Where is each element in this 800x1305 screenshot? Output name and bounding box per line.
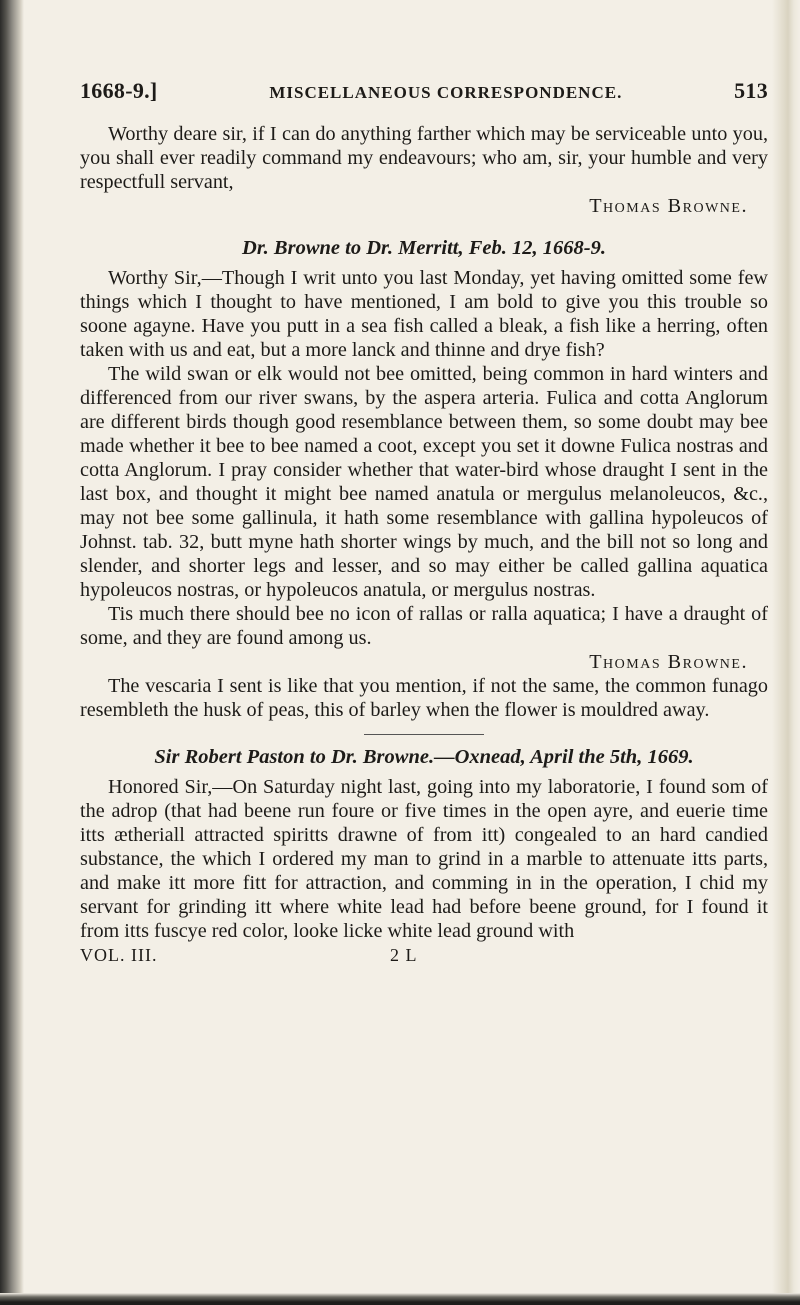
letter-3-paragraph: Honored Sir,—On Saturday night last, going into my laboratorie, I found som of the adrop (that had beene run foure or five times in the open ayre, and euerie time itts ætheriall attracted spiritts drawne of from itt) congealed to an hard candied substance, the which I ordered my man to grind in a marble to attenuate itts parts, and make itt more fitt for attraction, and comming in in the operation, I chid my servant for grinding itt where white lead had before beene ground, for I found it from itts fuscye red color, looke licke white lead ground with <box>80 776 768 942</box>
header-date: 1668-9.] <box>80 78 158 103</box>
letter-2-paragraph-1: Worthy Sir,—Though I writ unto you last Monday, yet having omitted some few things which I thought to have mentioned, I am bold to give you this trouble so soone agayne. Have you putt in a sea fish called a bleak, a fish like a herring, often taken with us and eat, but a more lanck and thinne and drye fish? <box>80 267 768 361</box>
scan-bottom-edge <box>0 1293 800 1305</box>
closing-paragraph: Worthy deare sir, if I can do anything farther which may be serviceable unto you, you shall ever readily command my endeavours; who am, sir, your humble and very respectfull servant, <box>80 123 768 193</box>
running-header <box>80 78 768 104</box>
letter-2-paragraph-3: Tis much there should bee no icon of rallas or ralla aquatica; I have a draught of some, and they are found among us. <box>80 603 768 649</box>
letter-2-paragraph-2: The wild swan or elk would not bee omitted, being common in hard winters and differenced from our river swans, by the aspera arteria. Fulica and cotta Anglorum are different birds though good resemblance between them, so some doubt may bee made whether it bee to bee named a coot, except you set it downe Fulica nostras and cotta Anglorum. I pray consider whether that water-bird whose draught I sent in the last box, and thought it might bee named anatula or mergulus melanoleucos, &c., may not bee some gallinula, it hath some resemblance with gallina hypoleucos of Johnst. tab. 32, butt myne hath shorter wings by much, and the bill not so long and slender, and shorter legs and lesser, and so may either be called gallina aquatica hypoleucos nostras, or hypoleucos anatula, or mergulus nostras. <box>80 363 768 601</box>
signature-1: Thomas Browne. <box>589 195 748 217</box>
page-number: 513 <box>734 78 768 103</box>
book-binding-shadow <box>0 0 24 1305</box>
signature-mark: 2 L <box>390 945 418 965</box>
header-title: MISCELLANEOUS CORRESPONDENCE. <box>269 83 623 102</box>
letter-2-postscript: The vescaria I sent is like that you mention, if not the same, the common funago resembleth the husk of peas, this of barley when the flower is mouldred away. <box>80 675 768 721</box>
letter-3-heading: Sir Robert Paston to Dr. Browne.—Oxnead, April the 5th, 1669. <box>154 746 694 768</box>
book-page <box>80 78 768 966</box>
page-edge-shadow <box>772 0 800 1305</box>
section-divider <box>364 734 484 735</box>
letter-2-heading: Dr. Browne to Dr. Merritt, Feb. 12, 1668-9. <box>242 237 606 259</box>
volume-label: VOL. III. <box>80 945 158 965</box>
page-footer <box>80 945 768 966</box>
signature-2: Thomas Browne. <box>589 651 748 673</box>
